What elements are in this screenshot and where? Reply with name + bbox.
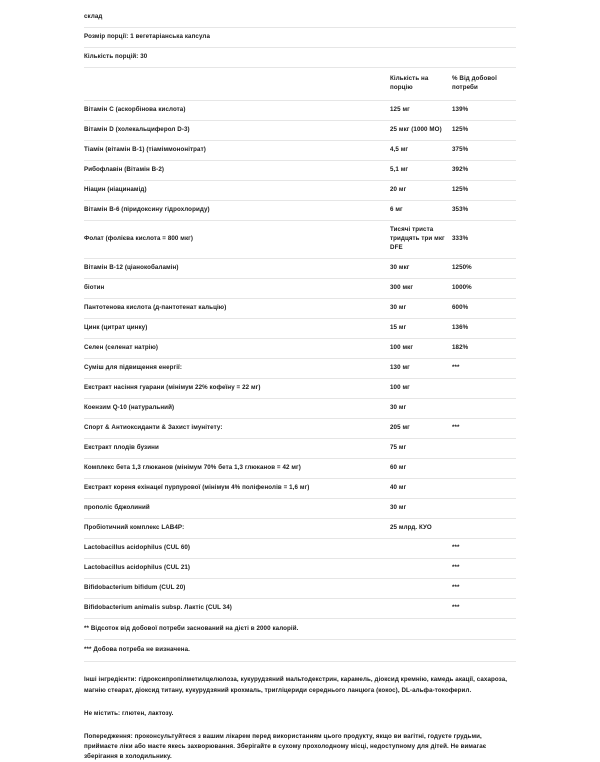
table-row (84, 200, 516, 220)
nutrient-amount: 300 мкг (390, 278, 452, 298)
nutrient-daily-value: 125% (452, 120, 516, 140)
nutrient-name: Вітамін D (холекальциферол D-3) (84, 120, 390, 140)
nutrient-amount: 30 мг (390, 398, 452, 418)
table-row (84, 518, 516, 538)
nutrient-name: Суміш для підвищення енергії: (84, 358, 390, 378)
nutrient-amount (390, 538, 452, 558)
footnote-daily-value-basis: ** Відсоток від добової потреби заснований на дієті в 2000 калорій. (84, 619, 516, 641)
nutrient-daily-value: *** (452, 418, 516, 438)
nutrient-name: Екстракт насіння гуарани (мінімум 22% кофеїну = 22 мг) (84, 378, 390, 398)
table-row (84, 598, 516, 618)
table-row (84, 180, 516, 200)
nutrient-amount: 100 мг (390, 378, 452, 398)
nutrient-name: Bifidobacterium animalis subsp. Лактіс (CUL 34) (84, 598, 390, 618)
table-row (84, 120, 516, 140)
table-row (84, 140, 516, 160)
nutrient-name: Пантотенова кислота (д-пантотенат кальцію) (84, 298, 390, 318)
column-header-row (84, 67, 516, 100)
nutrient-amount (390, 578, 452, 598)
table-row (84, 398, 516, 418)
nutrient-amount: 205 мг (390, 418, 452, 438)
nutrient-name: біотин (84, 278, 390, 298)
nutrient-name: Фолат (фолієва кислота = 800 мкг) (84, 220, 390, 258)
table-row (84, 538, 516, 558)
nutrient-amount: 25 мкг (1000 МО) (390, 120, 452, 140)
nutrient-daily-value (452, 378, 516, 398)
nutrient-amount: 25 млрд. КУО (390, 518, 452, 538)
nutrient-daily-value (452, 458, 516, 478)
facts-table-body (84, 8, 516, 100)
nutrient-name: Вітамін C (аскорбінова кислота) (84, 100, 390, 120)
table-row (84, 298, 516, 318)
column-header-daily-value: % Від добової потреби (452, 67, 516, 100)
nutrient-name: Пробіотичний комплекс LAB4P: (84, 518, 390, 538)
nutrient-amount: 5,1 мг (390, 160, 452, 180)
nutrient-daily-value: 392% (452, 160, 516, 180)
nutrient-daily-value: 1000% (452, 278, 516, 298)
nutrient-amount: 30 мг (390, 498, 452, 518)
nutrient-daily-value: 139% (452, 100, 516, 120)
column-header-spacer (84, 67, 390, 100)
nutrient-daily-value (452, 478, 516, 498)
nutrient-amount: 30 мг (390, 298, 452, 318)
nutrient-name: Комплекс бета 1,3 глюканов (мінімум 70% бета 1,3 глюканов = 42 мг) (84, 458, 390, 478)
table-row (84, 418, 516, 438)
nutrient-name: Коензим Q-10 (натуральний) (84, 398, 390, 418)
nutrient-amount: 4,5 мг (390, 140, 452, 160)
nutrient-name: Вітамін B-6 (піридоксину гідрохлориду) (84, 200, 390, 220)
nutrient-daily-value (452, 498, 516, 518)
nutrient-name: Рибофлавін (Вітамін B-2) (84, 160, 390, 180)
table-row (84, 160, 516, 180)
nutrient-name: Lactobacillus acidophilus (CUL 21) (84, 558, 390, 578)
warning-statement: Попередження: проконсультуйтеся з вашим лікарем перед використанням цього продукту, якщо ви вагітні, годуєте грудьми, приймаєте ліки або маєте якесь захворювання. Зберігайте в сухому прохолодному місці, недоступному для дітей. Не вимагає зберігання в холодильнику. (84, 732, 487, 760)
nutrient-name: Ніацин (ніацинамід) (84, 180, 390, 200)
column-header-amount: Кількість на порцію (390, 67, 452, 100)
nutrient-amount: 15 мг (390, 318, 452, 338)
nutrient-name: Екстракт кореня ехінацеї пурпурової (мінімум 4% поліфенолів = 1,6 мг) (84, 478, 390, 498)
table-row (84, 220, 516, 258)
nutrient-daily-value: 1250% (452, 258, 516, 278)
table-row (84, 578, 516, 598)
nutrient-amount: 60 мг (390, 458, 452, 478)
nutrient-amount: 100 мкг (390, 338, 452, 358)
nutrient-daily-value: 375% (452, 140, 516, 160)
table-row (84, 358, 516, 378)
nutrient-daily-value: *** (452, 598, 516, 618)
nutrient-amount: 20 мг (390, 180, 452, 200)
nutrient-daily-value (452, 398, 516, 418)
nutrient-amount: 125 мг (390, 100, 452, 120)
nutrient-amount: 6 мг (390, 200, 452, 220)
nutrient-amount: 40 мг (390, 478, 452, 498)
nutrient-amount (390, 558, 452, 578)
table-row (84, 438, 516, 458)
table-row (84, 558, 516, 578)
servings-per-container: Кількість порцій: 30 (84, 47, 516, 67)
nutrient-name: Спорт & Антиоксиданти & Захист імунітету: (84, 418, 390, 438)
other-ingredients: Інші інгредієнти: гідроксипропілметилцелюлоза, кукурудзяний мальтодекстрин, карамель, діоксид кремнію, камедь акації, сахароза, магнію стеарат, діоксид титану, кукурудзяний крохмаль, тригліцериди середнього ланцюга (кокос), DL-альфа-токоферил. (84, 676, 508, 694)
nutrient-name: Селен (селенат натрію) (84, 338, 390, 358)
nutrient-name: Bifidobacterium bifidum (CUL 20) (84, 578, 390, 598)
nutrient-amount: Тисячі триста тридцять три мкг DFE (390, 220, 452, 258)
serving-size-row (84, 27, 516, 47)
nutrient-amount: 30 мкг (390, 258, 452, 278)
nutrient-amount: 75 мг (390, 438, 452, 458)
nutrient-daily-value: *** (452, 578, 516, 598)
table-row (84, 318, 516, 338)
free-from-statement: Не містить: глютен, лактозу. (84, 709, 174, 717)
nutrient-name: Екстракт плодів бузини (84, 438, 390, 458)
table-row (84, 378, 516, 398)
table-row (84, 458, 516, 478)
nutrient-daily-value: 353% (452, 200, 516, 220)
nutrient-amount (390, 598, 452, 618)
footnote-no-daily-value: *** Добова потреба не визначена. (84, 640, 516, 662)
table-row (84, 338, 516, 358)
nutrient-name: Вітамін B-12 (ціанокобаламін) (84, 258, 390, 278)
nutrient-daily-value: 333% (452, 220, 516, 258)
nutrient-daily-value (452, 518, 516, 538)
table-row (84, 478, 516, 498)
table-row (84, 498, 516, 518)
nutrient-amount: 130 мг (390, 358, 452, 378)
nutrient-daily-value: 125% (452, 180, 516, 200)
nutrient-daily-value (452, 438, 516, 458)
table-row (84, 278, 516, 298)
nutrient-name: Lactobacillus acidophilus (CUL 60) (84, 538, 390, 558)
label-title: склад (84, 8, 516, 27)
nutrient-name: Цинк (цитрат цинку) (84, 318, 390, 338)
nutrient-daily-value: *** (452, 538, 516, 558)
serving-size: Розмір порції: 1 вегетаріанська капсула (84, 27, 516, 47)
table-row (84, 100, 516, 120)
servings-per-container-row (84, 47, 516, 67)
table-row (84, 258, 516, 278)
nutrient-daily-value: *** (452, 358, 516, 378)
nutrient-daily-value: 136% (452, 318, 516, 338)
nutrient-name: прополіс бджолиний (84, 498, 390, 518)
supplement-facts-table (84, 8, 516, 619)
nutrient-rows (84, 100, 516, 618)
nutrient-daily-value: *** (452, 558, 516, 578)
label-title-row (84, 8, 516, 27)
nutrient-daily-value: 182% (452, 338, 516, 358)
nutrient-name: Тіамін (вітамін B-1) (тіаміммононітрат) (84, 140, 390, 160)
nutrient-daily-value: 600% (452, 298, 516, 318)
